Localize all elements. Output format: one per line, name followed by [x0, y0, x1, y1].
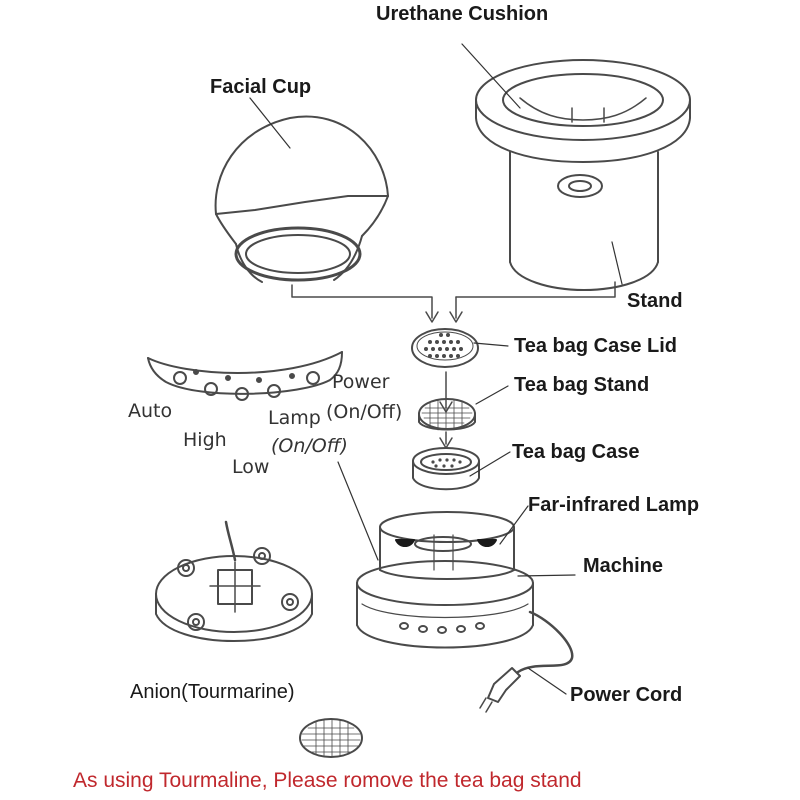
- label-low-button: Low: [232, 456, 270, 478]
- tea-bag-stand-illustration: [419, 399, 475, 430]
- label-power-button: Power: [332, 371, 390, 393]
- label-tea-bag-case-lid: Tea bag Case Lid: [514, 335, 678, 357]
- label-lamp-button: Lamp: [268, 407, 321, 429]
- tea-bag-case-illustration: [413, 448, 479, 489]
- label-machine: Machine: [583, 555, 664, 577]
- label-power-cord: Power Cord: [570, 684, 683, 706]
- tea-bag-case-lid-illustration: [412, 329, 478, 367]
- label-power-on-off: (On/Off): [326, 401, 403, 423]
- machine-illustration: [357, 512, 572, 712]
- tourmaline-warning-note: As using Tourmaline, Please romove the tea bag stand: [73, 769, 582, 792]
- leader-lines: [250, 44, 622, 694]
- tourmaline-disc-illustration: [300, 719, 362, 757]
- facial-cup-illustration: [216, 117, 388, 282]
- label-far-infrared-lamp: Far-infrared Lamp: [528, 494, 700, 516]
- anion-base-illustration: [156, 522, 312, 641]
- label-auto-button: Auto: [128, 400, 173, 422]
- label-stand: Stand: [627, 290, 683, 312]
- label-tea-bag-case: Tea bag Case: [512, 441, 640, 463]
- label-lamp-on-off: (On/Off): [271, 435, 348, 457]
- label-tea-bag-stand: Tea bag Stand: [514, 374, 650, 396]
- label-facial-cup: Facial Cup: [210, 76, 312, 98]
- control-panel-illustration: [148, 352, 342, 400]
- label-high-button: High: [183, 429, 227, 451]
- label-anion: Anion(Tourmarine): [130, 681, 295, 703]
- label-urethane-cushion: Urethane Cushion: [376, 3, 549, 25]
